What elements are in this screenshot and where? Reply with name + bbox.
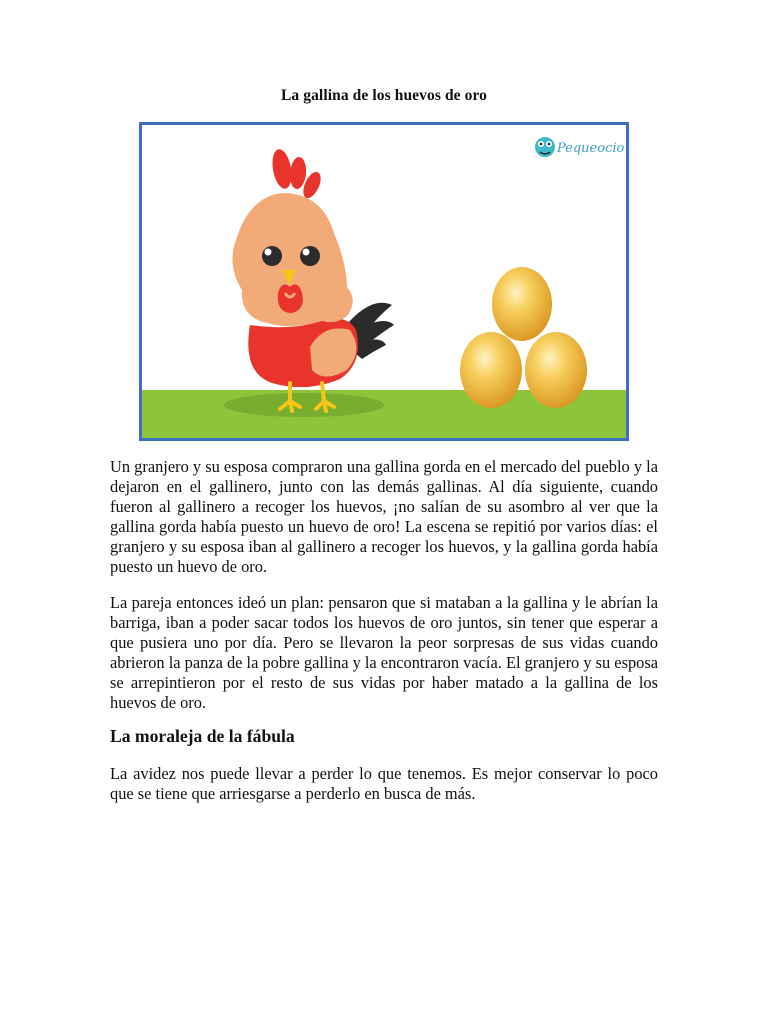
golden-egg-right [525,332,587,408]
moral-heading: La moraleja de la fábula [110,726,295,746]
golden-eggs [460,267,587,408]
hen-illustration [139,122,629,441]
hen-wattle [278,285,303,313]
hen-shadow [224,393,384,417]
moral-paragraph: La avidez nos puede llevar a perder lo que tenemos. Es mejor conservar lo poco que se tiene que arriesgarse a perderlo en busca de más. [110,764,658,803]
story-paragraph-2: La pareja entonces ideó un plan: pensaron que si mataban a la gallina y le abrían la barriga, iban a poder sacar todos los huevos de oro juntos, sin tener que esperar a que pusiera uno por día. Pero se llevaron la peor sorpresas de sus vidas cuando abrieron la panza de la pobre gallina y la encontraron vacía. El granjero y su esposa se arrepintieron por el resto de sus vidas por haber matado a la gallina de los huevos de oro. [110,593,658,712]
document-title: La gallina de los huevos de oro [280,87,488,104]
story-paragraph-1: Un granjero y su esposa compraron una gallina gorda en el mercado del pueblo y la dejaron en el gallinero, junto con las demás gallinas. Al día siguiente, cuando fueron al gallinero a recoger los huevos, ¡no salían de su asombro al ver que la gallina gorda había puesto un huevo de oro! La escena se repitió por varios días: el granjero y su esposa iban al gallinero a recoger los huevos, y la gallina gorda había puesto un huevo de oro. [110,457,658,576]
golden-egg-top [492,267,552,341]
golden-egg-left [460,332,522,408]
logo-text: Pequeocio [557,141,625,156]
pequeocio-logo [535,137,625,157]
hen-comb [270,148,325,201]
